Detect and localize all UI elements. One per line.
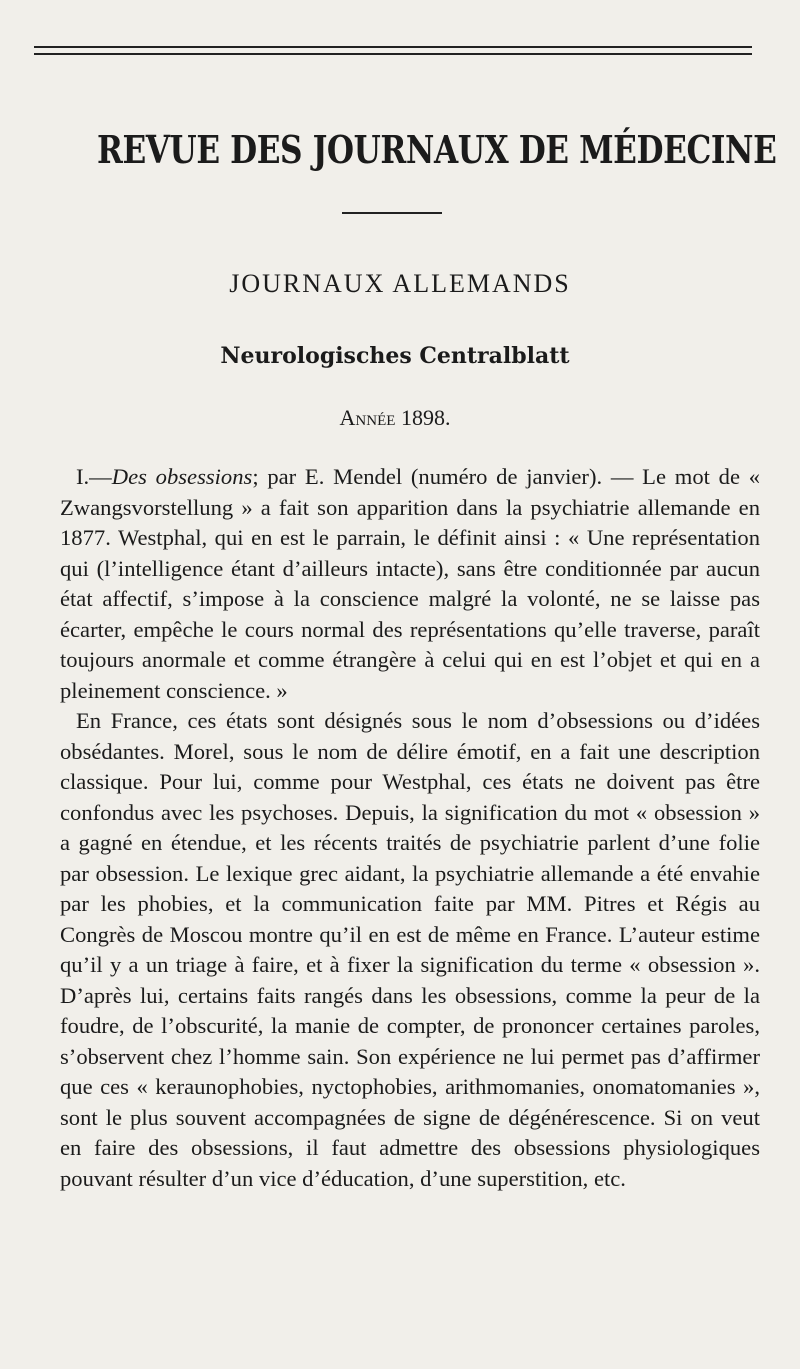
top-rule-secondary — [34, 53, 752, 55]
journal-title: Neurologisches Centralblatt — [220, 343, 570, 369]
section-title: JOURNAUX ALLEMANDS — [229, 269, 571, 298]
title-divider — [342, 212, 442, 214]
year-heading — [0, 404, 790, 432]
year-value: 1898. — [400, 405, 451, 430]
paragraph-2: En France, ces états sont désignés sous le nom d’obsessions ou d’idées obsédantes. Morel, sous le nom de délire émotif, en a fait une description classique. Pour lui, comme pour Westphal, ces états ne doivent pas être confondus avec les psychoses. Depuis, la signification du mot « obsession » a gagné en étendue, et les récents traités de psychiatrie parlent d’une folie par obsession. Le lexique grec aidant, la psychiatrie allemande a été envahie par les phobies, et la communication faite par MM. Pitres et Régis au Congrès de Moscou montre qu’il en est de même en France. L’auteur estime qu’il y a un triage à faire, et à fixer la signification du terme « obsession ». D’après lui, certains faits rangés dans les obsessions, comme la peur de la foudre, de l’obscurité, la manie de compter, de prononcer certaines paroles, s’observent chez l’homme sain. Son expérience ne lui permet pas d’affirmer que ces « keraunophobies, nyctophobies, arithmomanies, onomatomanies », sont le plus souvent accompagnées de signe de dégénérescence. Si on veut en faire des obsessions, il faut admettre des obsessions physiologiques pouvant résulter d’un vice d’éducation, d’une superstition, etc. — [60, 708, 760, 1191]
year-label: Année — [339, 405, 396, 430]
article-paragraph-1: ; par E. Mendel (numéro de janvier). — Le mot de « Zwangsvorstellung » a fait son apparition dans la psychiatrie allemande en 1877. Westphal, qui en est le parrain, le définit ainsi : « Une représentation qui (l’intelligence étant d’ailleurs intacte), sans être conditionnée par aucun état affectif, s’impose à la conscience malgré la volonté, ne se laisse pas écarter, empêche le cours normal des représentations qu’elle traverse, paraît toujours anormale et comme étrangère à celui qui en est l’objet et qui en a pleinement conscience. » — [60, 464, 761, 703]
paragraph-1 — [60, 462, 760, 706]
page-title: REVUE DES JOURNAUX DE MÉDECINE — [96, 127, 777, 172]
article-number: I.— — [76, 464, 112, 489]
top-rule — [34, 46, 752, 48]
article-title: Des obsessions — [111, 464, 253, 489]
article-body — [60, 462, 760, 1194]
